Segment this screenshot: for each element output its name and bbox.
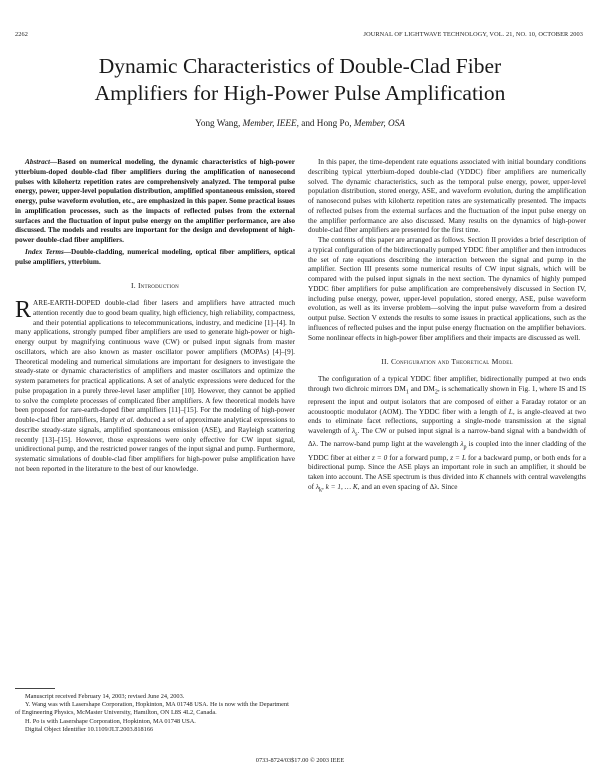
author-1-role: Member, IEEE, (242, 118, 299, 128)
footnote-rule (15, 688, 55, 689)
config-text-k: , and an even spacing of (357, 482, 428, 491)
title-line-2: Amplifiers for High-Power Pulse Amplification (94, 81, 506, 105)
pump-subscript: p (463, 444, 467, 451)
config-text-d: , is angle-cleaved at two ends to eliminate facet reflections, supporting a single-mode transmission at the signal wavelength of (308, 407, 586, 436)
ase-wavelength-symbol: λ (315, 482, 319, 491)
intro-paragraph (15, 299, 295, 475)
config-text-c: represent the input and output isolators that are composed of either a Faraday rotator or an acoustooptic modulator (AOM). The YDDC fiber with a length of (308, 397, 586, 416)
footnotes (15, 693, 295, 734)
footnote-doi: Digital Object Identifier 10.1109/JLT.2003.818166 (25, 725, 154, 733)
is2-symbol: IS (579, 384, 586, 393)
section-2-title: Configuration and Theoretical Model (390, 357, 513, 367)
bandwidth-symbol: Δλ (308, 440, 317, 449)
journal-header: JOURNAL OF LIGHTWAVE TECHNOLOGY, VOL. 21, NO. 10, OCTOBER 2003 (363, 31, 583, 38)
index-terms-label: Index Terms— (25, 247, 72, 256)
config-text-a: The configuration of a typical YDDC fiber amplifier, bidirectionally pumped at two ends through two dichroic mirrors (308, 375, 586, 393)
length-symbol: L (508, 407, 513, 416)
signal-wavelength-symbol: λ (351, 427, 356, 436)
section-1-title: Introduction (137, 281, 179, 291)
config-text-l: . Since (437, 482, 458, 491)
footnote-affil-2: H. Po is with Lasershape Corporation, Hopkinton, MA 01748 USA. (25, 717, 196, 725)
pump-wavelength-symbol: λ (460, 440, 464, 449)
config-text-f: . The narrow-band pump light at the wavelength (316, 440, 459, 449)
right-paragraph-1: In this paper, the time-dependent rate equations associated with initial boundary conditions describing typical ytterbium-doped double-clad (YDDC) fiber amplifiers are numerically solved. The dynamic characteristics, such as the temporal pulse energy, power, upper-level population distribution, stored energy, ASE, and waveform evolution, during the amplification of nanosecond pulses with kilohertz repetition rates are systematically presented. The impacts of reflected pulses from the external surfaces and the fluctuation of the input pulse energy on the amplifier performance are also discussed. Many results on the dynamics of high-power double-clad fiber amplifiers are presented for the first time. (308, 158, 586, 235)
dm1-label: DM (394, 384, 406, 393)
paper-title (30, 53, 570, 107)
author-2-role: Member, OSA (353, 118, 405, 128)
config-text-b: , is schematically shown in Fig. 1, where (437, 384, 557, 393)
config-text-h: for a forward pump, (389, 453, 449, 462)
page-number: 2262 (15, 31, 28, 38)
section-2-number: II. (381, 357, 389, 367)
dm1-symbol (394, 384, 409, 396)
dm2-symbol (423, 384, 438, 396)
index-terms (15, 248, 295, 268)
spacing-symbol: Δλ (429, 482, 438, 491)
footnote-received: Manuscript received February 14, 2003; revised June 24, 2003. (25, 693, 185, 700)
right-column (308, 158, 586, 496)
author-2: and Hong Po, (301, 118, 352, 128)
dm2-label: DM (423, 384, 435, 393)
dm1-subscript: 1 (405, 389, 409, 396)
is-and-word: and (567, 384, 578, 393)
is1-symbol: IS (558, 384, 566, 393)
footnote-affil-1: Y. Wang was with Lasershape Corporation, Hopkinton, MA 01748 USA. He is now with the Department of Engineering Physics, McMaster University, Hamilton, ON L8S 4L2, Canada. (15, 701, 289, 717)
author-1: Yong Wang, (195, 118, 241, 128)
z-L-symbol: z = L (450, 453, 466, 462)
right-paragraph-2: The contents of this paper are arranged as follows. Section II provides a brief description of a typical configuration of the bidirectionally pumped YDDC fiber amplifier and then introduces the set of rate equations describing the interaction between the signal and pump in the amplifier. Section III presents some numerical results of CW input signals, which will be compared with the pulsed input signals in the next section. The dynamics of highly pumped YDDC fiber amplifiers for pulse amplification are comprehensively discussed in Section IV, including pulse energy, power, upper-level population, stored energy, ASE, pulse waveform evolution, as well as its inverse problem—solving the input pulse waveform from a desired output pulse. Section V extends the results to some issues in practical applications, such as the influences of reflected pulses and the input pulse energy fluctuation on the amplifier behaviors. Some nonlinear effects in high-power fiber amplifiers and their impacts are discussed as well. (308, 236, 586, 342)
abstract-text: Based on numerical modeling, the dynamic characteristics of high-power ytterbium-doped double-clad fiber amplifiers during the amplification of nanosecond pulses with kilohertz repetition rates are comprehensively analyzed. The temporal pulse energy, power, upper-level population distribution, amplified spontaneous emission, stored energy, pulse waveform evolution, etc., are emphasized in this paper. Some practical issues in amplification processes, such as the impacts of reflected pulses from the external surfaces and the fluctuation of input pulse energy on the amplifier performance, are also discussed. The models and results are important for the design and development of high-power double-clad fiber amplifiers. (15, 158, 295, 244)
left-column (15, 158, 295, 475)
section-2-heading (308, 357, 586, 367)
signal-subscript: s (355, 431, 358, 438)
drop-cap: R (15, 297, 32, 323)
config-paragraph (308, 375, 586, 496)
config-text-g: is coupled into the inner cladding of the YDDC fiber at either (308, 440, 587, 462)
section-1-number: I. (131, 281, 136, 291)
config-text-j: channels with central wavelengths of (308, 473, 587, 491)
intro-text-end: deduced a set of approximate analytical expressions to describe steady-state signals, amplified spontaneous emission (ASE), and Rayleigh scattering recently [13]–[15]. However, those expressions were only effective for CW input signal, unidirectional pump, and the restricted power ranges of the input signal and pump. Furthermore, systematic simulations of double-clad fiber amplifiers for high-power pulse amplification have not been reported in the literature to the best of our knowledge. (15, 416, 296, 473)
author-line (0, 118, 600, 128)
z-zero-symbol: z = 0 (371, 453, 388, 462)
config-text-e: . The CW or pulsed input signal is a narrow-band signal with a bandwidth of (357, 427, 586, 436)
k-range: , k = 1, … K (322, 482, 358, 491)
abstract-label: Abstract— (25, 158, 58, 166)
copyright-footer: 0733-8724/03$17.00 © 2003 IEEE (255, 757, 345, 764)
K-symbol: K (479, 473, 485, 482)
intro-text: ARE-EARTH-DOPED double-clad fiber lasers and amplifiers have attracted much attention recently due to good beam quality, high efficiency, high reliability, compactness, and their potential applications to telecommunications, industry, and medicine [1]–[4]. In many applications, strongly pumped fiber amplifiers are used to generate high-power or high-energy output by magnifying continuous wave (CW) or pulsed input signals from master oscillators, which are also known as master oscillator power amplifiers (MOPAs) [4]–[9]. Theoretical modeling and numerical simulations are important for designers to investigate the steady-state or dynamic characteristics of amplifiers and master oscillators and optimize the system parameters for practical applications. A set of analytic expressions were deduced for the pulse propagation in a purely three-level laser amplifier [10]. However, they cannot be applied to solve the complete processes of complicated fiber amplifiers. A few theoretical models have been proposed for rare-earth-doped fiber amplifiers [11]–[15]. For the modeling of high-power double-clad fiber amplifiers, Hardy (15, 299, 295, 424)
and-word: and (410, 384, 422, 393)
index-terms-text: Double-cladding, numerical modeling, optical fiber amplifiers, optical pulse amplifiers, ytterbium. (15, 247, 295, 266)
et-al: et al. (119, 416, 135, 424)
ase-subscript: k (319, 487, 323, 494)
section-1-heading (15, 281, 295, 291)
abstract (15, 158, 295, 246)
config-text-i: for a backward pump, or both ends for a bidirectional pump. Since the ASE plays an important role in such an amplifier, it should be taken into account. The ASE spectrum is thus divided into (308, 453, 587, 482)
dm2-subscript: 2 (434, 389, 438, 396)
title-line-1: Dynamic Characteristics of Double-Clad Fiber (98, 54, 502, 78)
